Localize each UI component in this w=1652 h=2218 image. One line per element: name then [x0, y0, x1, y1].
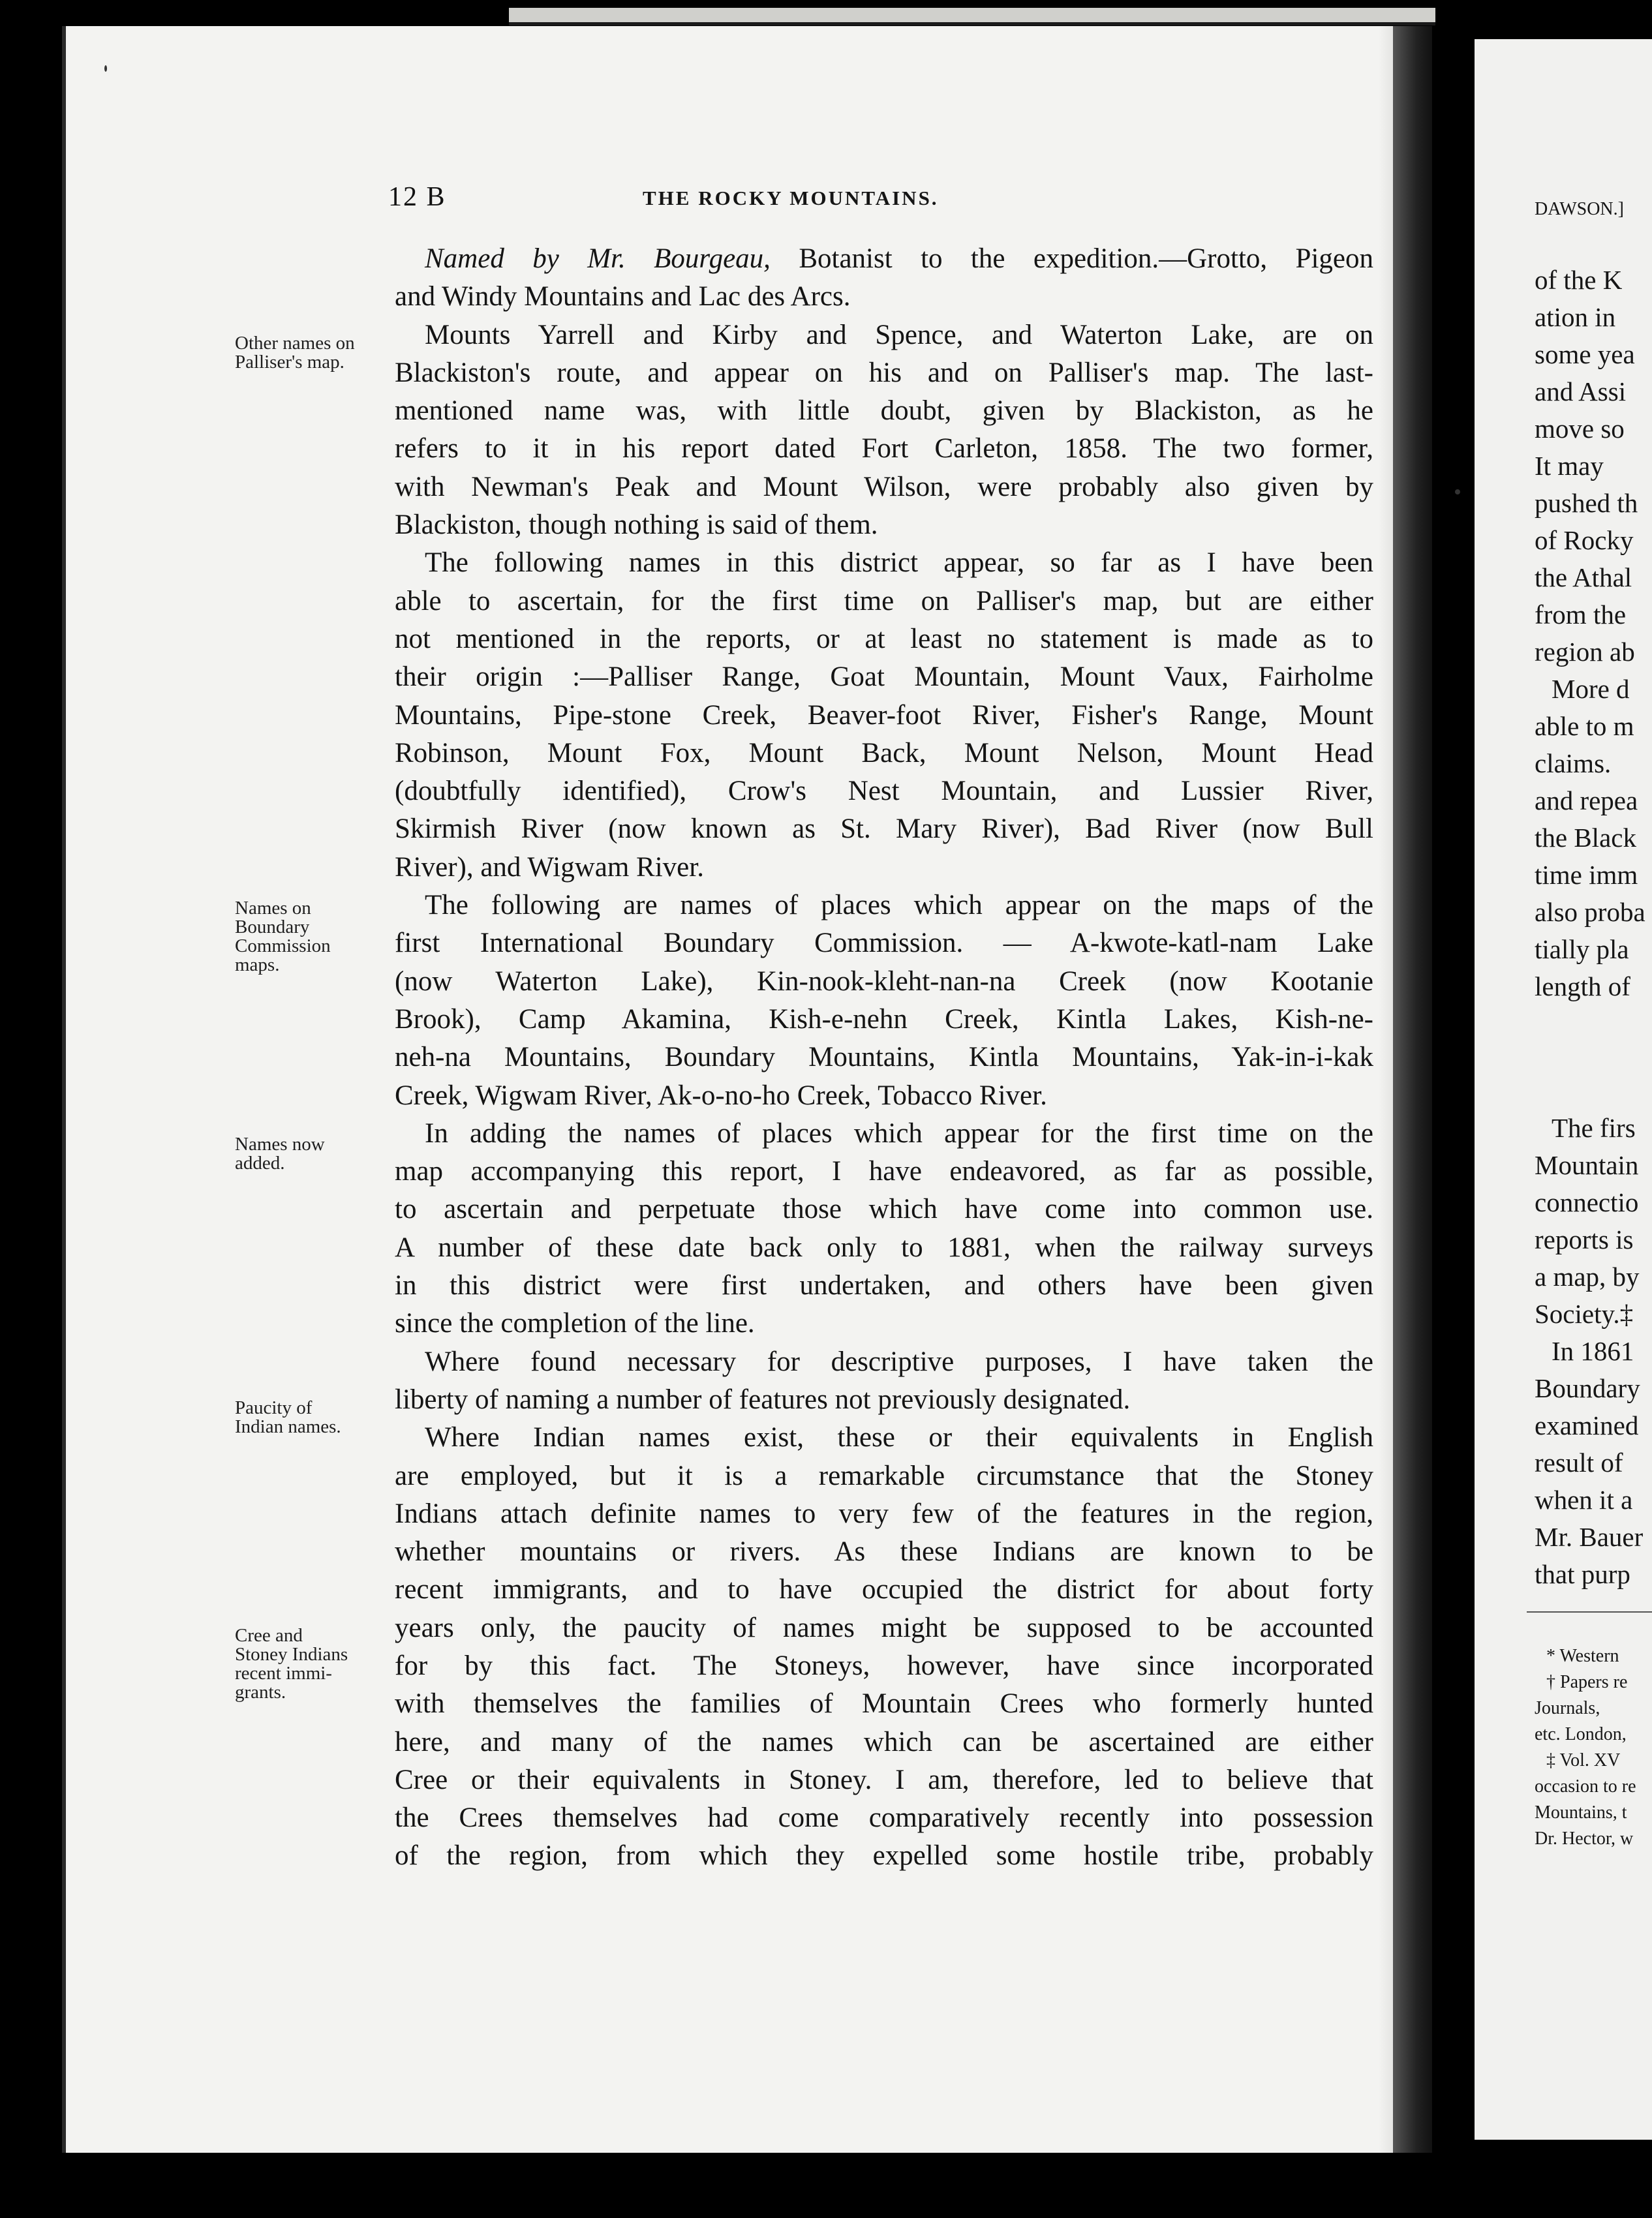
- footnote-rule: [1527, 1611, 1652, 1613]
- text-line: Mounts Yarrell and Kirby and Spence, and Waterton Lake, are on: [425, 319, 1373, 350]
- margin-note-other-names: Other names on Palliser's map.: [235, 333, 355, 372]
- facing-page-line: of the K: [1535, 265, 1623, 295]
- facing-page-line: time imm: [1535, 860, 1638, 890]
- facing-page-line: from the: [1535, 600, 1627, 630]
- text-line: A number of these date back only to 1881, when the railway surveys: [395, 1232, 1373, 1263]
- facing-page-line: Society.‡: [1535, 1299, 1634, 1329]
- facing-page-line: tially pla: [1535, 934, 1629, 964]
- facing-page-footnote: etc. London,: [1535, 1724, 1627, 1744]
- text-line: Named by Mr. Bourgeau, Botanist to the expedition.—Grotto, Pigeon: [425, 243, 1373, 274]
- text-line: with themselves the families of Mountain Crees who formerly hunted: [395, 1688, 1373, 1720]
- text-line: here, and many of the names which can be ascertained are either: [395, 1726, 1373, 1757]
- text-line: Brook), Camp Akamina, Kish-e-nehn Creek, Kintla Lakes, Kish-ne-: [395, 1003, 1373, 1035]
- text-line: refers to it in his report dated Fort Carleton, 1858. The two former,: [395, 433, 1373, 464]
- facing-page-line: It may: [1535, 451, 1604, 481]
- text-line: map accompanying this report, I have endeavored, as far as possible,: [395, 1156, 1373, 1187]
- text-line: recent immigrants, and to have occupied the district for about forty: [395, 1574, 1373, 1605]
- facing-page-header: DAWSON.]: [1535, 199, 1624, 219]
- text-line: whether mountains or rivers. As these Indians are known to be: [395, 1536, 1373, 1568]
- facing-page-line: move so: [1535, 414, 1625, 444]
- text-line: In adding the names of places which appear for the first time on the: [425, 1117, 1373, 1149]
- paragraph-names-added: [395, 1115, 1373, 1343]
- facing-page-line: the Athal: [1535, 562, 1632, 592]
- facing-page-footnote: ‡ Vol. XV: [1546, 1750, 1621, 1770]
- text-line: (doubtfully identified), Crow's Nest Mountain, and Lussier River,: [395, 776, 1373, 807]
- text-line: Blackiston's route, and appear on his and on Palliser's map. The last-: [395, 357, 1373, 388]
- text-line: Creek, Wigwam River, Ak-o-no-ho Creek, Tobacco River.: [395, 1080, 1047, 1111]
- facing-page-line: length of: [1535, 971, 1630, 1001]
- text-line: neh-na Mountains, Boundary Mountains, Kintla Mountains, Yak-in-i-kak: [395, 1042, 1373, 1073]
- text-line: years only, the paucity of names might be supposed to be accounted: [395, 1612, 1373, 1643]
- text-line: Skirmish River (now known as St. Mary River), Bad River (now Bull: [395, 813, 1373, 845]
- text-line: Cree or their equivalents in Stoney. I am, therefore, led to believe that: [395, 1764, 1373, 1795]
- text-line: Where found necessary for descriptive purposes, I have taken the: [425, 1346, 1373, 1377]
- facing-page-line: claims.: [1535, 748, 1612, 778]
- scan-speck: [1455, 489, 1460, 494]
- facing-page-line: Boundary: [1535, 1373, 1640, 1403]
- page-top-edge: [509, 8, 1435, 25]
- facing-page-line: Mr. Bauer: [1535, 1522, 1644, 1552]
- text-line: River), and Wigwam River.: [395, 851, 704, 883]
- facing-page-line: also proba: [1535, 897, 1645, 927]
- facing-page-line: that purp: [1535, 1559, 1630, 1589]
- scan-speck: [104, 65, 107, 72]
- facing-page-line: of Rocky: [1535, 525, 1634, 555]
- facing-page-line: The firs: [1552, 1113, 1636, 1143]
- text-line: Blackiston, though nothing is said of them.: [395, 509, 878, 541]
- margin-note-boundary-maps: Names on Boundary Commission maps.: [235, 898, 331, 975]
- text-line: Mountains, Pipe-stone Creek, Beaver-foot River, Fisher's Range, Mount: [395, 699, 1373, 731]
- facing-page-footnote: Journals,: [1535, 1698, 1600, 1718]
- text-line: since the completion of the line.: [395, 1308, 755, 1339]
- text-line: able to ascertain, for the first time on Palliser's map, but are either: [395, 585, 1373, 616]
- text-line: Indians attach definite names to very few of the features in the region,: [395, 1498, 1373, 1529]
- text-line: Robinson, Mount Fox, Mount Back, Mount Nelson, Mount Head: [395, 737, 1373, 768]
- book-gutter: [1393, 26, 1432, 2153]
- page-number: 12 B: [388, 182, 446, 212]
- facing-page-line: some yea: [1535, 339, 1635, 369]
- margin-note-cree-stoney: Cree and Stoney Indians recent immi- grants.: [235, 1625, 348, 1703]
- paragraph-indian-names: [395, 1419, 1373, 1876]
- text-line: their origin :—Palliser Range, Goat Mountain, Mount Vaux, Fairholme: [395, 661, 1373, 693]
- facing-page: [1475, 39, 1652, 2140]
- text-line: not mentioned in the reports, or at least no statement is made as to: [395, 623, 1373, 654]
- facing-page-line: examined: [1535, 1410, 1639, 1440]
- text-line: the Crees themselves had come comparatively recently into possession: [395, 1802, 1373, 1834]
- facing-page-line: More d: [1552, 674, 1630, 704]
- facing-page-line: when it a: [1535, 1485, 1633, 1515]
- text-line: first International Boundary Commission. — A-kwote-katl-nam Lake: [395, 928, 1373, 959]
- facing-page-line: the Black: [1535, 823, 1636, 853]
- facing-page-line: reports is: [1535, 1224, 1634, 1254]
- facing-page-footnote: * Western: [1546, 1646, 1619, 1666]
- paragraph-descriptive-purposes: [395, 1343, 1373, 1420]
- facing-page-line: ation in: [1535, 302, 1616, 332]
- text-line: to ascertain and perpetuate those which have come into common use.: [395, 1194, 1373, 1225]
- margin-note-names-added: Names now added.: [235, 1134, 325, 1174]
- facing-page-line: a map, by: [1535, 1262, 1640, 1292]
- facing-page-line: Mountain: [1535, 1150, 1639, 1180]
- facing-page-line: connectio: [1535, 1187, 1639, 1217]
- facing-page-line: result of: [1535, 1448, 1623, 1478]
- running-title: THE ROCKY MOUNTAINS.: [643, 187, 939, 209]
- text-line: The following are names of places which appear on the maps of the: [425, 890, 1373, 921]
- text-line: mentioned name was, with little doubt, given by Blackiston, as he: [395, 395, 1373, 427]
- facing-page-footnote: Dr. Hector, w: [1535, 1829, 1634, 1849]
- text-line: liberty of naming a number of features not previously designated.: [395, 1384, 1131, 1415]
- text-line: are employed, but it is a remarkable circumstance that the Stoney: [395, 1460, 1373, 1491]
- paragraph-boundary-commission: [395, 887, 1373, 1115]
- text-line: with Newman's Peak and Mount Wilson, were probably also given by: [395, 471, 1373, 502]
- text-line: for by this fact. The Stoneys, however, have since incorporated: [395, 1650, 1373, 1681]
- paragraph-following-names: [395, 544, 1373, 887]
- text-line: in this district were first undertaken, and others have been given: [395, 1270, 1373, 1301]
- text-line: and Windy Mountains and Lac des Arcs.: [395, 281, 851, 312]
- text-line: of the region, from which they expelled some hostile tribe, probably: [395, 1840, 1373, 1872]
- facing-page-footnote: Mountains, t: [1535, 1802, 1627, 1823]
- facing-page-line: In 1861: [1552, 1336, 1634, 1366]
- body-text: [395, 240, 1373, 1876]
- facing-page-line: pushed th: [1535, 488, 1638, 518]
- facing-page-line: region ab: [1535, 637, 1635, 667]
- facing-page-footnote: † Papers re: [1546, 1672, 1628, 1692]
- facing-page-line: and Assi: [1535, 376, 1627, 406]
- running-head: [333, 181, 1364, 214]
- text-line: (now Waterton Lake), Kin-nook-kleht-nan-na Creek (now Kootanie: [395, 965, 1373, 997]
- margin-note-paucity: Paucity of Indian names.: [235, 1397, 341, 1437]
- paragraph-bourgeau: [395, 240, 1373, 316]
- paragraph-palliser-map: [395, 316, 1373, 545]
- facing-page-line: and repea: [1535, 785, 1638, 815]
- text-line: Where Indian names exist, these or their equivalents in English: [425, 1422, 1373, 1453]
- facing-page-line: able to m: [1535, 711, 1634, 741]
- facing-page-footnote: occasion to re: [1535, 1776, 1636, 1797]
- text-line: The following names in this district appear, so far as I have been: [425, 547, 1373, 579]
